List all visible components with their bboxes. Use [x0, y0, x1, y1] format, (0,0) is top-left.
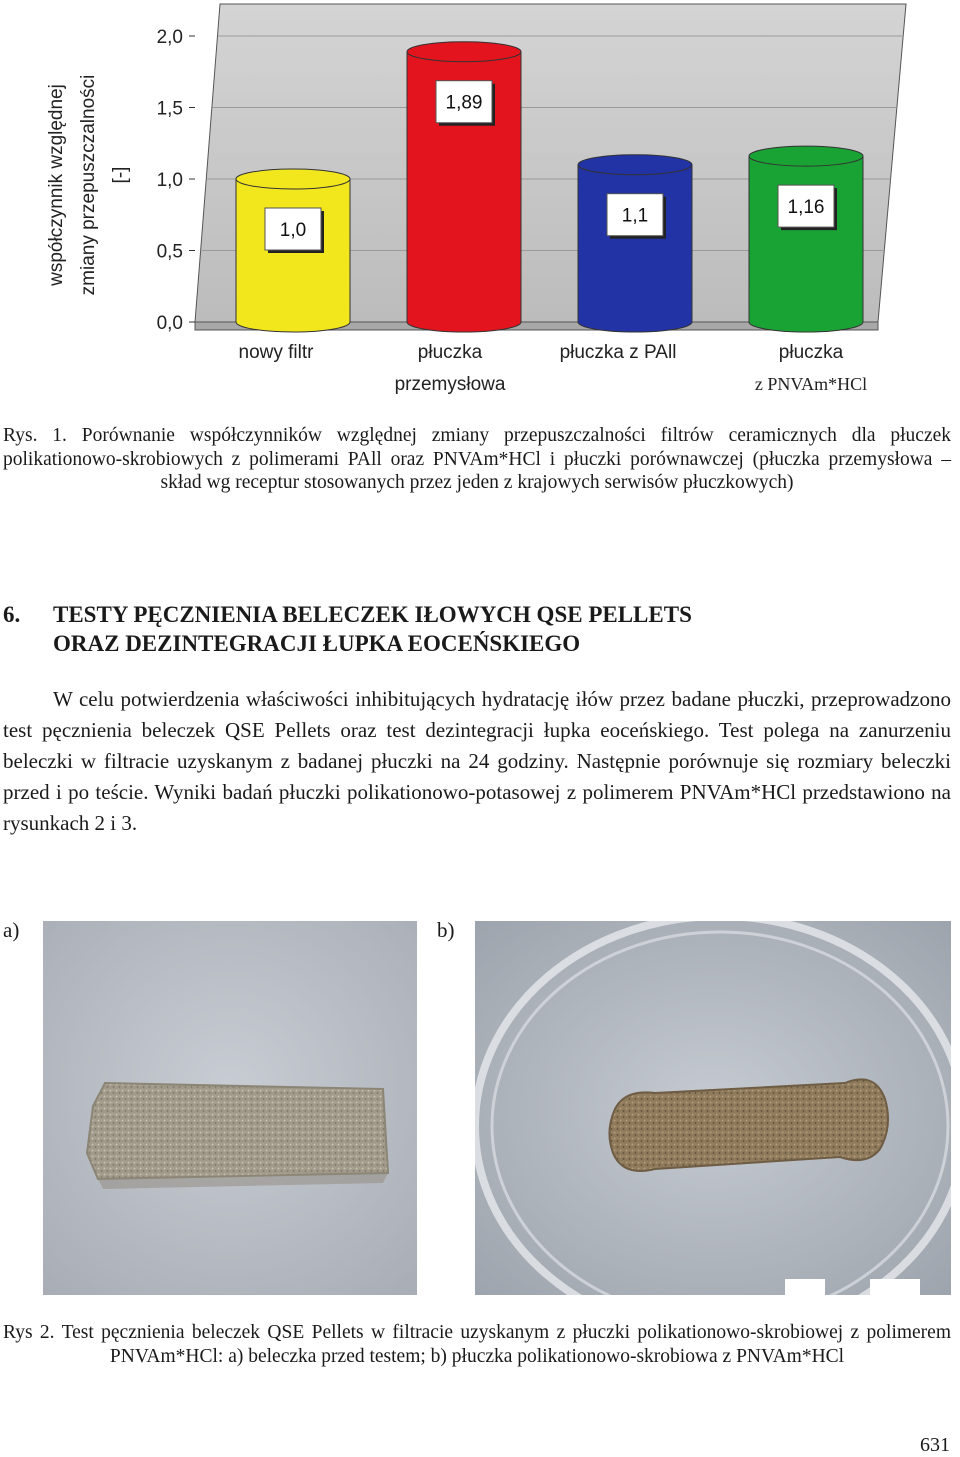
value-label: 1,16: [787, 197, 825, 219]
section-number: 6.: [3, 602, 21, 627]
bar-body: [578, 165, 692, 332]
figure-2-label: Rys 2.: [3, 1322, 55, 1343]
bar: [407, 42, 521, 332]
figure-2-label-a: a): [3, 918, 20, 942]
y-tick-label: 0,0: [156, 313, 183, 334]
section-title-line-2: ORAZ DEZINTEGRACJI ŁUPKA EOCEŃSKIEGO: [53, 631, 581, 656]
photo-pellet-before-test: [43, 921, 417, 1295]
bar: [236, 169, 350, 332]
y-axis-label-line: [-]: [110, 166, 131, 184]
photo-pellet-after-test: [475, 921, 951, 1295]
y-axis-label: [46, 75, 131, 296]
bar-top: [749, 146, 863, 166]
page-number: 631: [920, 1434, 950, 1456]
x-tick-label: przemysłowa: [394, 374, 506, 395]
figure-2-label-b: b): [437, 918, 455, 942]
x-tick-label: nowy filtr: [238, 342, 314, 363]
permeability-bar-chart: [0, 0, 960, 410]
y-tick-label: 2,0: [156, 27, 183, 48]
figure-1-label: Rys. 1.: [3, 425, 67, 446]
y-axis-ticks: [157, 27, 195, 334]
figure-1-caption-text: Porównanie współczynników względnej zmiany przepuszczalności filtrów ceramicznych dla płuczek polikationowo-skrobiowych z polimerami PAll oraz PNVAm*HCl i płuczki porównawczej (płuczka przemysłowa – skład wg receptur stosowanych przez jeden z krajowych serwisów płuczkowych): [3, 425, 951, 493]
bar: [578, 155, 692, 332]
section-heading: [3, 600, 943, 658]
body-paragraph: W celu potwierdzenia właściwości inhibitujących hydratację iłów przez badane płuczki, przeprowadzono test pęcznienia beleczek QSE Pellets oraz test dezintegracji łupka eoceńskiego. Test polega na zanurzeniu beleczki w filtracie uzyskanym z badanej płuczki na 24 godziny. Następnie porównuje się rozmiary beleczki przed i po teście. Wyniki badań płuczki polikationowo-potasowej z polimerem PNVAm*HCl przedstawiono na rysunkach 2 i 3.: [3, 687, 951, 835]
figure-1-caption: [3, 424, 951, 495]
y-axis-label-line: zmiany przepuszczalności: [78, 74, 99, 296]
x-tick-label: z PNVAm*HCl: [754, 374, 868, 394]
bar-top: [407, 42, 521, 62]
bar: [749, 146, 863, 332]
section-title-line-1: TESTY PĘCZNIENIA BELECZEK IŁOWYCH QSE PELLETS: [53, 602, 692, 627]
figure-2-caption: [3, 1321, 951, 1368]
y-tick-label: 1,0: [156, 170, 183, 191]
value-label: 1,1: [621, 205, 649, 227]
y-axis-label-line: współczynnik względnej: [46, 84, 67, 286]
bar-body: [749, 156, 863, 332]
y-tick-label: 1,5: [156, 98, 183, 120]
value-label: 1,89: [445, 92, 483, 114]
bar-body: [236, 179, 350, 332]
y-tick-label: 0,5: [156, 241, 183, 263]
x-tick-label: płuczka: [778, 342, 844, 363]
x-tick-label: płuczka: [417, 342, 483, 363]
x-axis-labels: [239, 342, 868, 395]
bar-top: [578, 155, 692, 175]
value-label: 1,0: [279, 220, 307, 241]
x-tick-label: płuczka z PAll: [559, 342, 677, 363]
bar-top: [236, 169, 350, 189]
figure-2-caption-text: Test pęcznienia beleczek QSE Pellets w filtracie uzyskanym z płuczki polikationowo-skrobiowej z polimerem PNVAm*HCl: a) beleczka przed testem; b) płuczka polikationowo-skrobiowa z PNVAm*HCl: [61, 1322, 951, 1367]
